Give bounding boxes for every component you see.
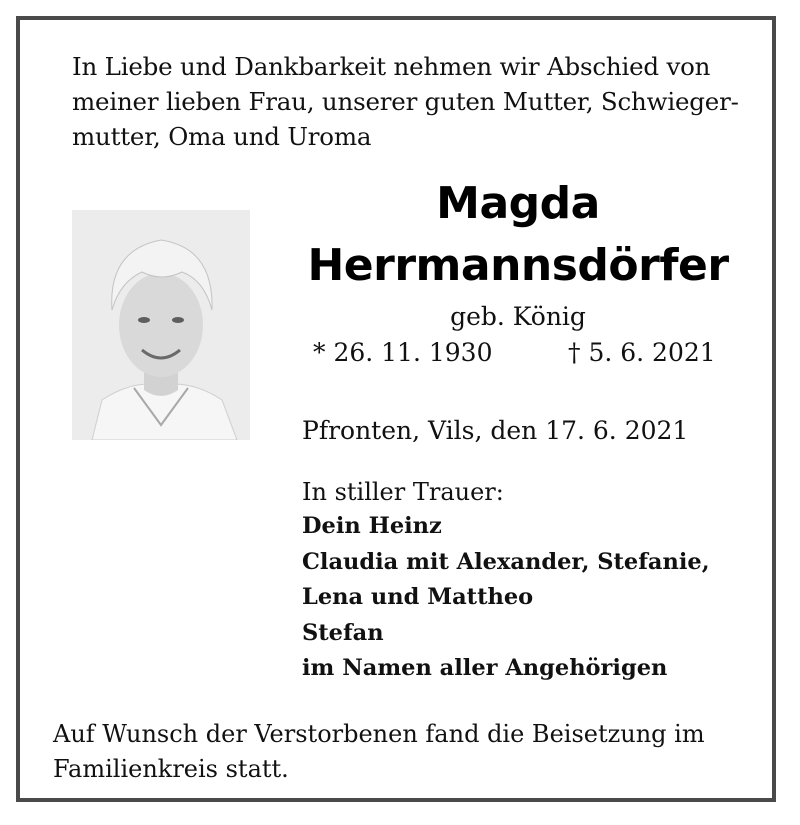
mourner-line: Dein Heinz	[302, 513, 442, 539]
place-and-date: Pfronten, Vils, den 17. 6. 2021	[302, 416, 689, 445]
mourner-line: Lena und Mattheo	[302, 584, 534, 610]
deceased-last-name: Herrmannsdörfer	[307, 240, 729, 291]
mourner-line: im Namen aller Angehörigen	[302, 655, 668, 681]
portrait-image	[72, 210, 250, 440]
intro-text	[72, 49, 752, 154]
closing-line: Auf Wunsch der Verstorbenen fand die Beisetzung im	[53, 720, 705, 748]
mourner-line: Stefan	[302, 619, 384, 646]
mourners-block	[302, 475, 772, 687]
intro-line: meiner lieben Frau, unserer guten Mutter, Schwieger-	[72, 87, 739, 116]
mourner-line: Claudia mit Alexander, Stefanie,	[302, 548, 710, 575]
mourners-heading: In stiller Trauer:	[302, 478, 504, 506]
intro-line: mutter, Oma und Uroma	[72, 122, 372, 151]
death-date: † 5. 6. 2021	[568, 338, 716, 367]
birth-date: * 26. 11. 1930	[313, 338, 493, 367]
closing-text	[53, 717, 753, 787]
intro-line: In Liebe und Dankbarkeit nehmen wir Abschied von	[72, 52, 711, 81]
deceased-first-name: Magda	[436, 178, 600, 229]
closing-line: Familienkreis statt.	[53, 755, 289, 783]
birth-name: geb. König	[450, 302, 586, 331]
portrait-photo	[72, 210, 250, 440]
